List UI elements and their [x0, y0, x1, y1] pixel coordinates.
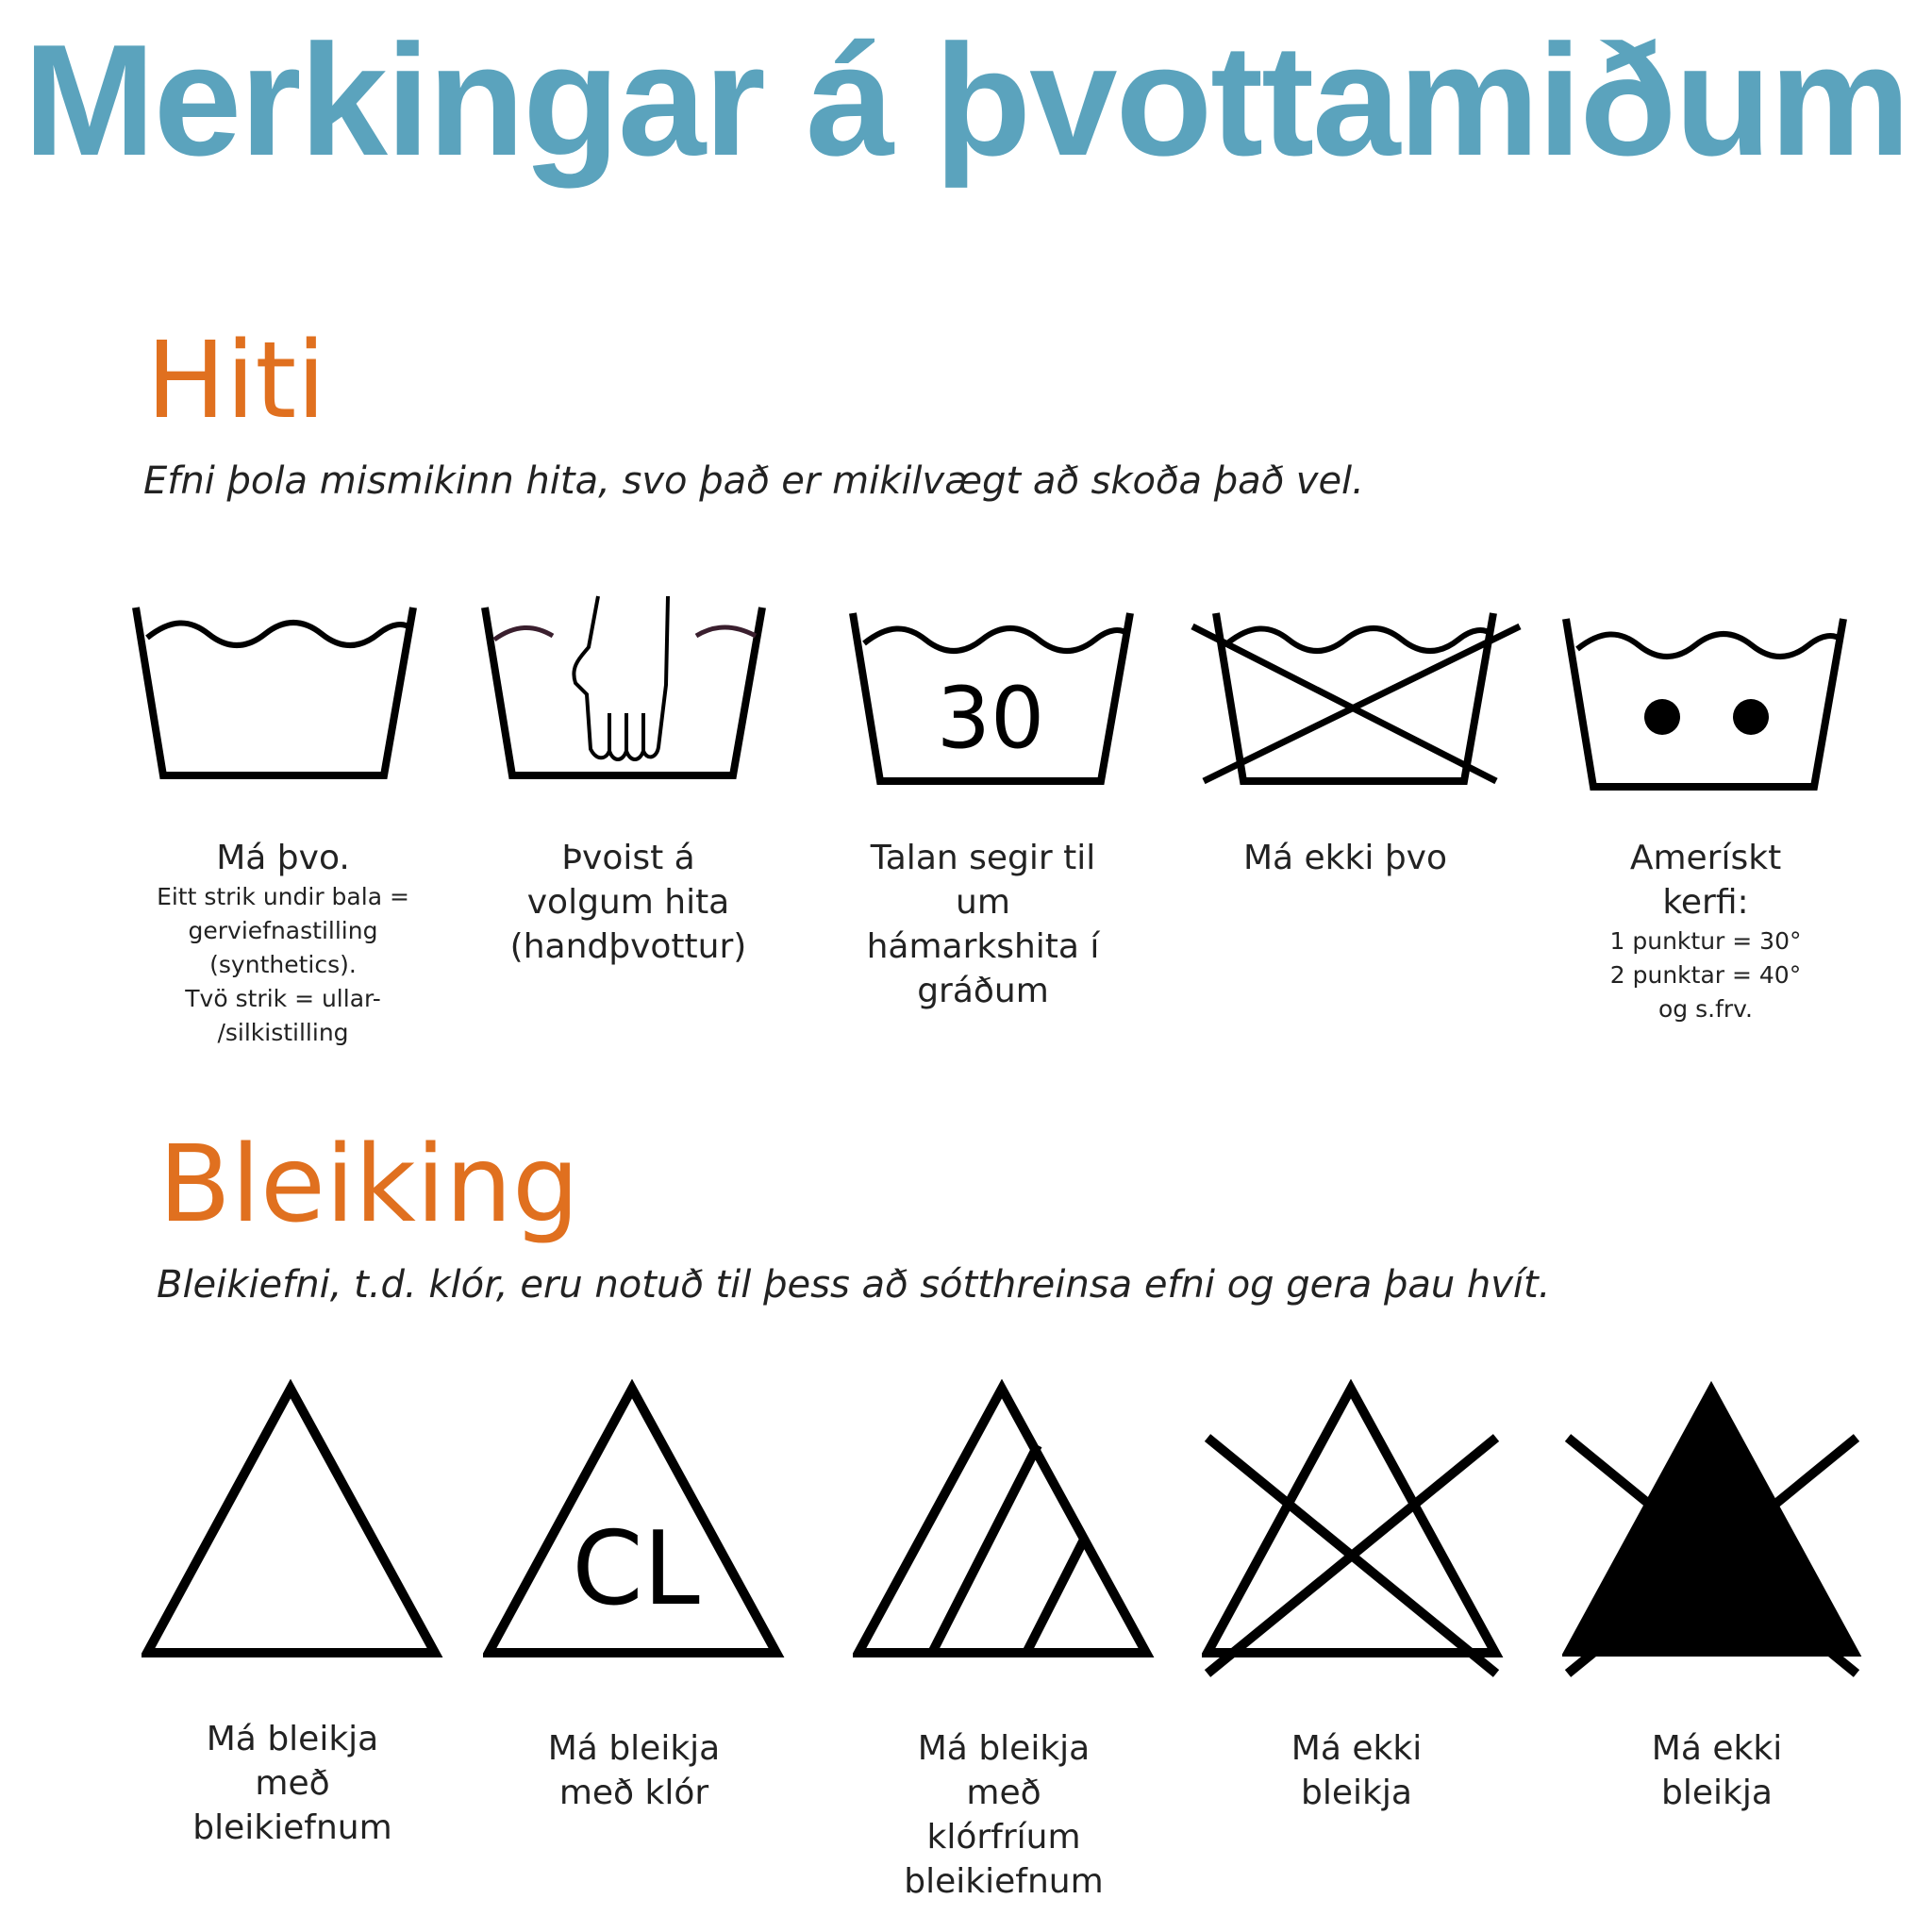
wash-30-icon: [845, 606, 1140, 791]
heat-description: Efni þola mismikinn hita, svo það er mikilvægt að skoða það vel.: [143, 459, 1364, 503]
caption-detail: 1 punktur = 30° 2 punktar = 40° og s.frv.: [1609, 927, 1802, 1023]
non-chlorine-bleach-icon: [853, 1379, 1155, 1662]
caption-main: Má bleikja með klórfríum bleikiefnum: [904, 1729, 1104, 1901]
bleach-heading: Bleiking: [158, 1124, 580, 1246]
hand-wash-icon: [477, 591, 772, 785]
wash-two-dots-icon: [1558, 611, 1853, 796]
wash-tub-icon: [128, 600, 423, 785]
caption-max-temperature: [832, 836, 1134, 1013]
caption-may-bleach: [142, 1717, 443, 1850]
caption-main: Amerískt kerfi:: [1629, 839, 1782, 922]
main-title: Merkingar á þvottamiðum: [23, 11, 1909, 189]
caption-main: Þvoist á volgum hita (handþvottur): [509, 839, 747, 966]
caption-may-bleach-chlorine: [483, 1726, 785, 1815]
caption-main: Má ekki bleikja: [1291, 1729, 1423, 1812]
chlorine-bleach-icon: [483, 1379, 785, 1662]
caption-do-not-bleach-filled: [1566, 1726, 1868, 1815]
dot-two: [1733, 699, 1769, 735]
caption-may-wash: [132, 836, 434, 1050]
caption-main: Má ekki þvo: [1242, 839, 1448, 877]
bleach-description: Bleikiefni, t.d. klór, eru notuð til þess að sótthreinsa efni og gera þau hvít.: [157, 1263, 1551, 1307]
caption-hand-wash: [477, 836, 779, 969]
caption-do-not-bleach: [1206, 1726, 1507, 1815]
caption-main: Má bleikja með klór: [547, 1729, 721, 1812]
caption-detail: Eitt strik undir bala = gerviefnastilling (synthetics). Tvö strik = ullar- /silkistilling: [157, 883, 409, 1046]
caption-american-system: [1555, 836, 1857, 1026]
dot-one: [1644, 699, 1680, 735]
caption-may-bleach-non-chlorine: [853, 1726, 1155, 1904]
do-not-bleach-filled-icon: [1562, 1379, 1864, 1681]
caption-main: Talan segir til um hámarkshita í gráðum: [866, 839, 1100, 1010]
do-not-bleach-icon: [1202, 1379, 1504, 1681]
bleach-triangle-icon: [142, 1379, 443, 1662]
caption-main: Má þvo.: [216, 839, 350, 877]
do-not-wash-icon: [1185, 606, 1526, 791]
caption-do-not-wash: [1194, 836, 1496, 880]
caption-main: Má ekki bleikja: [1651, 1729, 1783, 1812]
wash-temperature-label: 30: [936, 669, 1045, 768]
heat-heading: Hiti: [146, 320, 326, 442]
chlorine-label: CL: [572, 1510, 700, 1628]
caption-main: Má bleikja með bleikiefnum: [192, 1720, 392, 1847]
